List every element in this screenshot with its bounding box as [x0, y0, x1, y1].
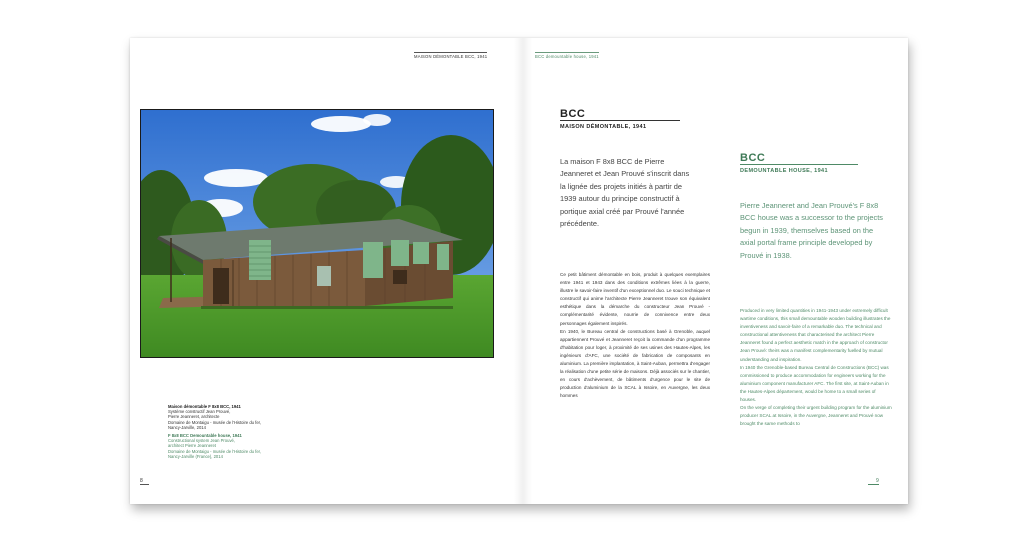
page-number-left: 8 — [140, 478, 149, 485]
english-body — [740, 307, 892, 428]
english-lead: Pierre Jeanneret and Jean Prouvé's F 8x8 BCC house was a successor to the projects begun in 1939, themselves based on the axial portal frame principle developed by Prouvé in 1938. — [740, 201, 883, 260]
english-title: BCC — [740, 152, 766, 164]
house-photo — [140, 109, 494, 358]
french-body-paragraph: Ce petit bâtiment démontable en bois, produit à quelques exemplaires entre 1941 et 1943 dans des conditions extrêmes liées à la guerre, illustre le savoir-faire inventif d'un exceptionnel duo. Le souci technique et constructif qui anime l'architecte Pierre Jeanneret trouve son équivalent esthétique dans la démarche du constructeur Jean Prouvé - complémentarité évidente, nourrie de connivence entre deux personnages également inspirés. — [560, 272, 710, 326]
caption-en-title: F 8x8 BCC Demountable house, 1941 — [168, 433, 242, 439]
running-head-right: BCC demountable house, 1941 — [535, 54, 599, 59]
caption-fr-line: Domaine de Montaigu - musée de l'Histoire du fer, — [168, 419, 261, 425]
french-title: BCC — [560, 108, 586, 120]
caption-en — [168, 433, 288, 459]
caption-en-line: architect Pierre Jeanneret — [168, 443, 216, 449]
running-head-left: MAISON DÉMONTABLE BCC, 1941 — [414, 54, 488, 59]
caption-en-line: Nancy-Jarville (France), 2014 — [168, 453, 223, 459]
house-photo-icon — [141, 110, 493, 357]
french-subtitle: MAISON DÉMONTABLE, 1941 — [560, 124, 647, 130]
caption-fr-line: Système constructif Jean Prouvé, — [168, 409, 231, 415]
english-body-paragraph: In 1940 the Grenoble-based Bureau Central de Constructions (BCC) was commissioned to produce accommodation for engineers working for the aluminium component manufacturer AFC. The first site, at Saint-Auban in the Hautes-Alpes département, would be home to a small series of houses. — [740, 364, 889, 403]
english-title-rule — [740, 164, 858, 165]
caption-fr-line: Nancy-Jarville, 2014 — [168, 424, 206, 430]
book-gutter — [514, 38, 532, 504]
english-body-paragraph: Produced in very limited quantities in 1941-1943 under extremely difficult wartime conditions, this small demountable wooden building illustrates the inventiveness and savoir-faire of a remarkable duo. The technical and constructional attentiveness that characterised the architect Pierre Jeanneret found a perfect aesthetic match in the approach of constructor Jean Prouvé: theirs was a manifest complementarity fuelled by mutual understanding and inspiration. — [740, 308, 891, 362]
photo-caption — [168, 404, 288, 459]
caption-fr-line: Pierre Jeanneret, architecte — [168, 414, 220, 420]
page-number-right: 9 — [868, 478, 879, 485]
caption-en-line: Constructional system Jean Prouvé, — [168, 438, 236, 444]
french-body — [560, 271, 710, 401]
english-subtitle: DEMOUNTABLE HOUSE, 1941 — [740, 168, 828, 174]
english-body-paragraph: On the verge of completing their urgent building program for the aluminium producer SCAL at Issoire, in the Auvergne, Jeanneret and Prouvé now brought the same methods to — [740, 405, 892, 427]
french-title-rule — [560, 120, 680, 121]
french-body-paragraph: En 1940, le Bureau central de constructions basé à Grenoble, auquel appartiennent Prouvé et Jeanneret reçoit la commande d'un programme d'habitation pour loger, à proximité de ses usines des Hautes-Alpes, les ingénieurs d'AFC, une société de fabrication de composants en aluminium. La première implantation, à Saint-Auban, permettra d'engager la réalisation d'une petite série de maisons. Déjà associés sur le chantier, en cours d'achèvement, de bâtiments d'urgence pour le site de production d'aluminium de la SCAL à Issoire, en Auvergne, les deux hommes — [560, 328, 710, 399]
caption-fr-title: Maison démontable F 8x8 BCC, 1941 — [168, 404, 241, 409]
book-spread — [130, 38, 908, 504]
french-lead: La maison F 8x8 BCC de Pierre Jeanneret et Jean Prouvé s'inscrit dans la lignée des projets initiés à partir de 1939 autour du principe constructif à portique axial créé par Prouvé l'année précédente. — [560, 157, 690, 229]
caption-en-line: Domaine de Montaigu - musée de l'Histoire du fer, — [168, 448, 261, 454]
